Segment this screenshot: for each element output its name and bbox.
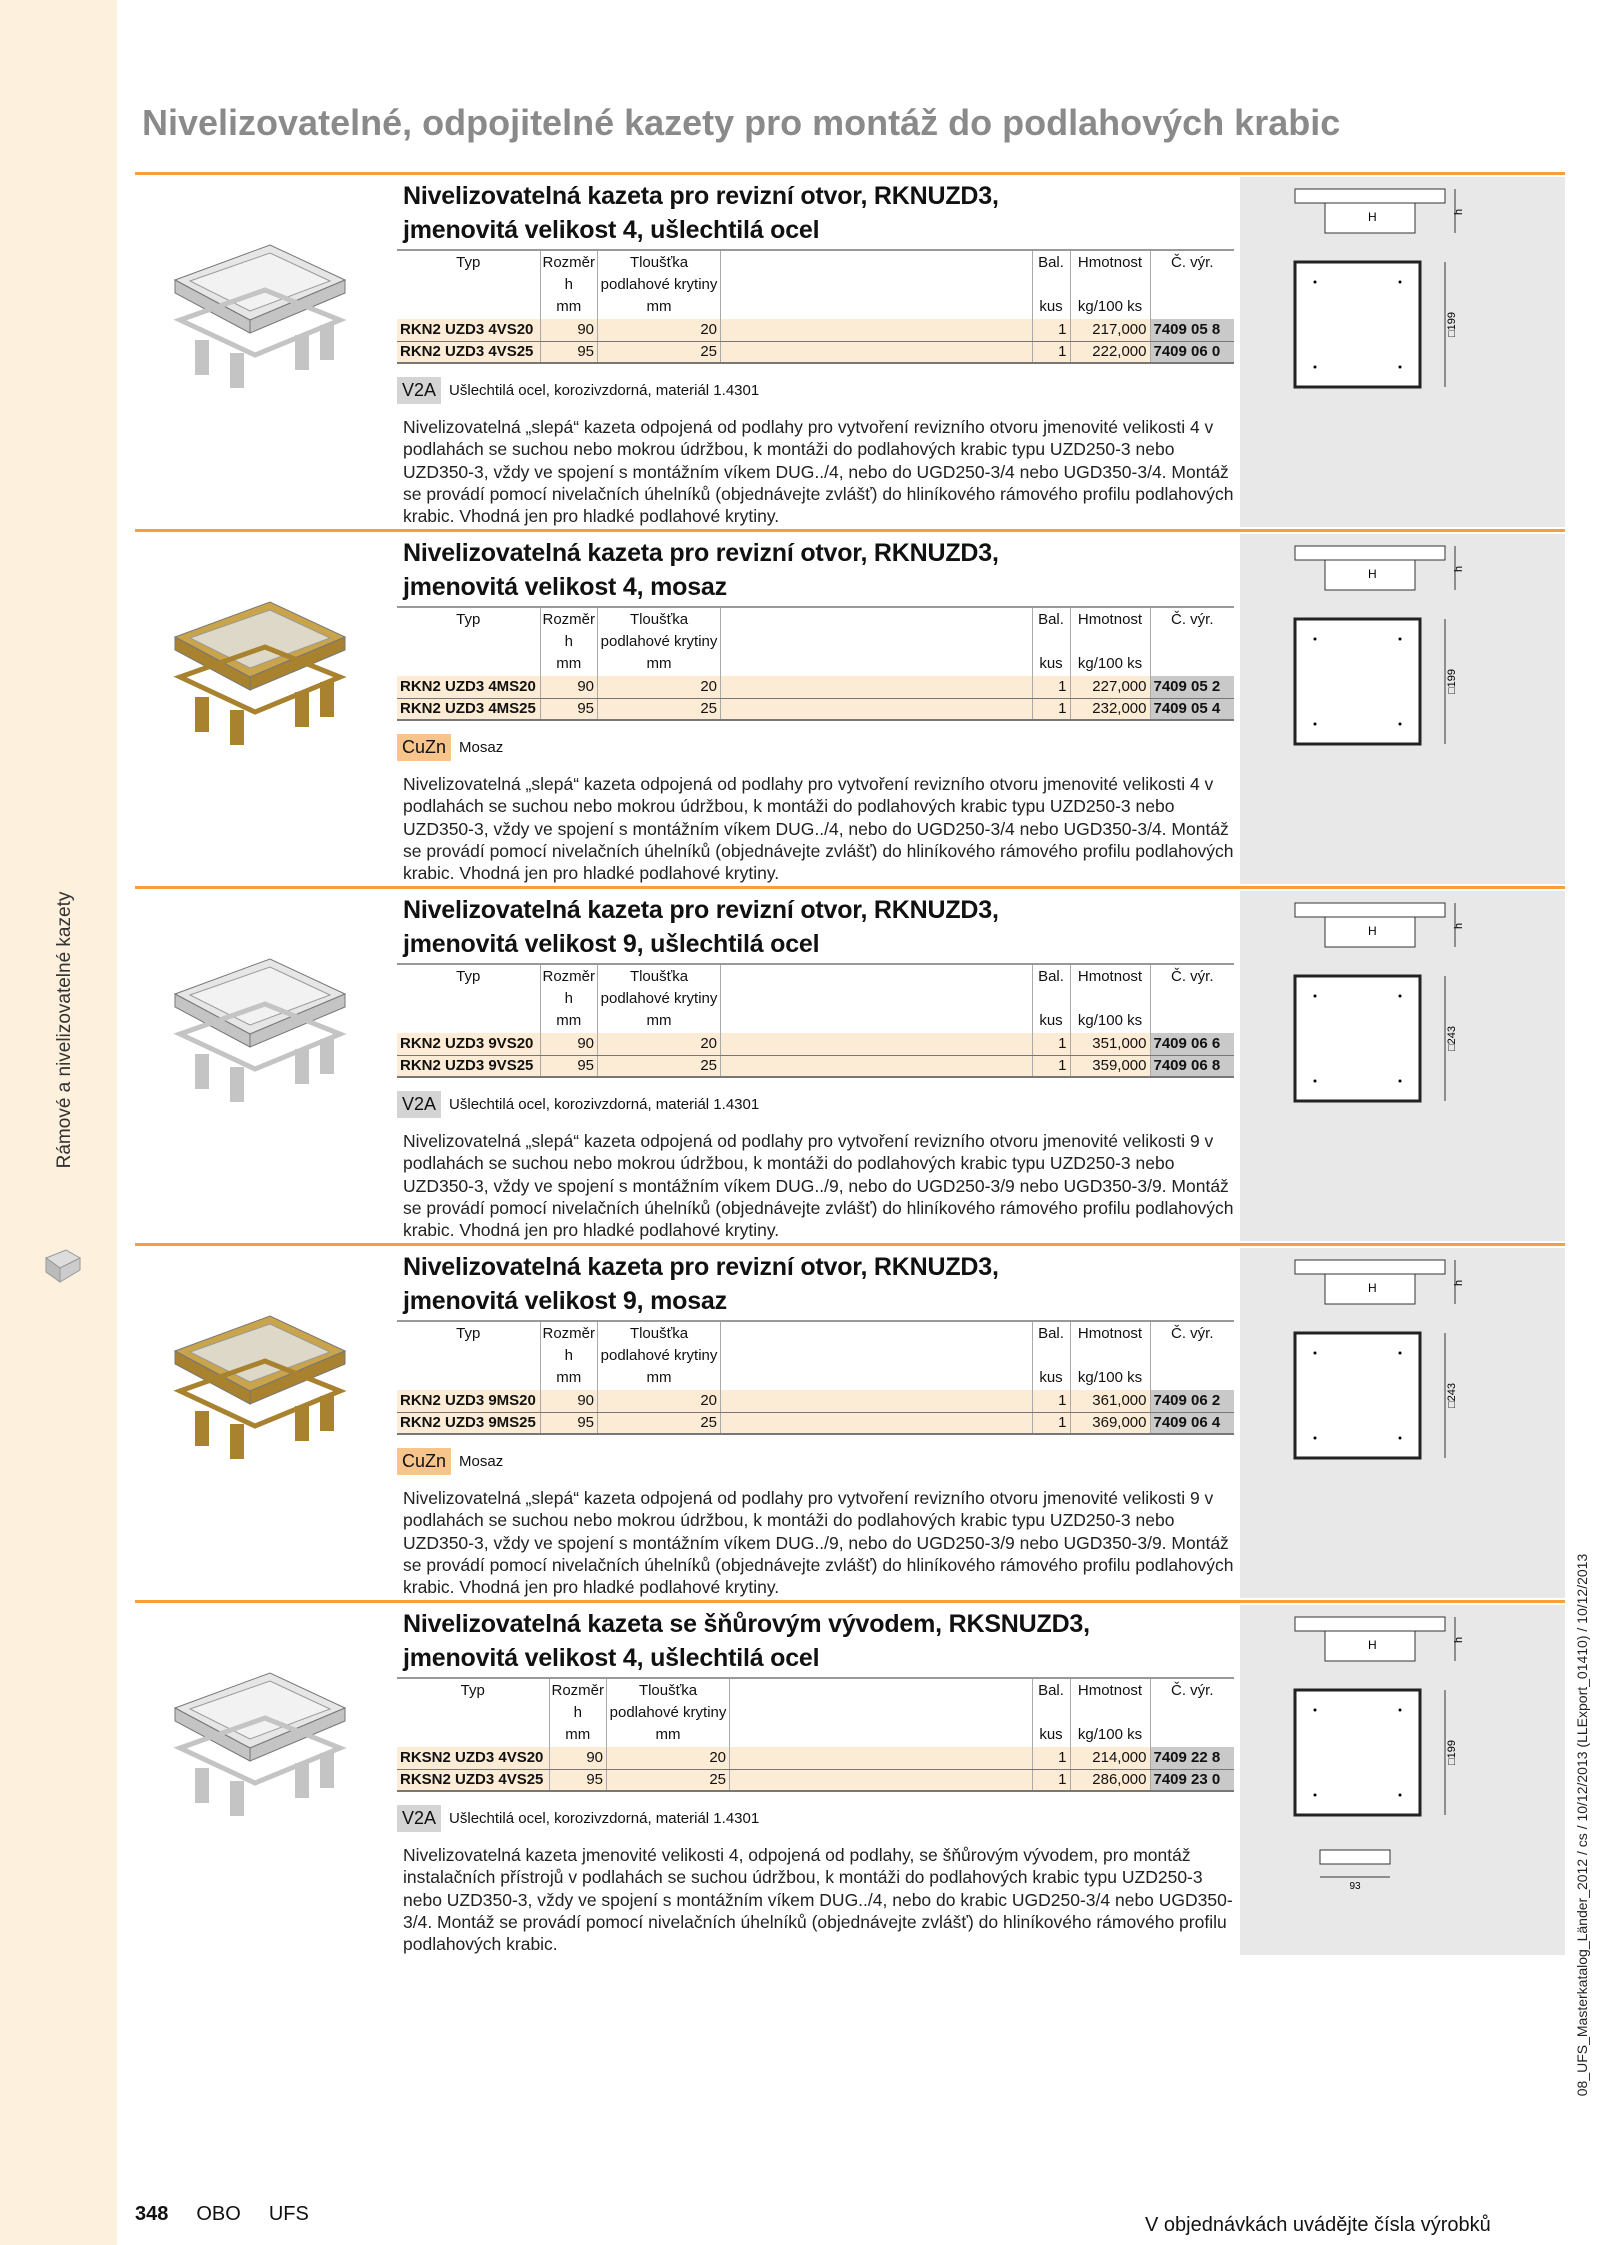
material-line: [397, 1805, 1234, 1832]
product-title: [397, 532, 1234, 604]
svg-text:H: H: [1368, 1281, 1377, 1295]
cell-height: 95: [540, 1412, 598, 1434]
product-title-line2: jmenovitá velikost 4, mosaz: [403, 573, 727, 601]
size-dim-label: □243: [1446, 1026, 1458, 1051]
h-dim-label: h: [1453, 922, 1465, 929]
cell-height: 90: [540, 676, 598, 698]
table-row: [397, 1390, 1234, 1412]
table-header: [397, 964, 1234, 1033]
header-weight: Hmotnost kg/100 ks: [1070, 1678, 1150, 1747]
cell-height: 90: [540, 1390, 598, 1412]
cell-thickness: 20: [607, 1747, 730, 1769]
product-image: [155, 939, 355, 1109]
table-header: [397, 607, 1234, 676]
table-header: [397, 1321, 1234, 1390]
header-blank: [721, 964, 1032, 1033]
outlet-dim-label: 93: [1349, 1881, 1361, 1892]
header-type: Typ: [456, 968, 481, 985]
product-content: [397, 1603, 1234, 1955]
table-row: [397, 698, 1234, 720]
header-type: Typ: [460, 1682, 485, 1699]
cell-type: RKN2 UZD3 4MS25: [397, 698, 540, 720]
cell-height: 90: [540, 1033, 598, 1055]
product-content: [397, 1246, 1234, 1598]
product-content: [397, 889, 1234, 1241]
h-dim-label: h: [1453, 1279, 1465, 1286]
header-pack: Bal. kus: [1032, 1678, 1070, 1747]
h-dim-label: h: [1453, 208, 1465, 215]
cell-height: 95: [540, 1055, 598, 1077]
product-title: [397, 175, 1234, 247]
material-line: [397, 1091, 1234, 1118]
cell-type: RKN2 UZD3 9VS25: [397, 1055, 540, 1077]
material-text: Ušlechtilá ocel, korozivzdorná, materiál 1.4301: [449, 1810, 760, 1827]
product-section: [135, 529, 1565, 886]
product-description: Nivelizovatelná „slepá“ kazeta odpojená od podlahy pro vytvoření revizního otvoru jmenovité velikosti 4 v podlahách se suchou nebo mokrou údržbou, k montáži do podlahových krabic typu UZD250-3 nebo UZD350-3, vždy ve spojení s montážním víkem DUG../4, nebo do UGD250-3/4 nebo UGD350-3/4. Montáž se provádí pomocí nivelačních úhelníků (objednávejte zvlášť) do hliníkového rámového profilu podlahových krabic. Vhodná jen pro hladké podlahové krytiny.: [403, 417, 1234, 527]
material-line: [397, 1448, 1234, 1475]
cell-thickness: 20: [598, 676, 721, 698]
product-description: Nivelizovatelná „slepá“ kazeta odpojená od podlahy pro vytvoření revizního otvoru jmenovité velikosti 4 v podlahách se suchou nebo mokrou údržbou, k montáži do podlahových krabic typu UZD250-3 nebo UZD350-3, vždy ve spojení s montážním víkem DUG../4, nebo do UGD250-3/4 nebo UGD350-3/4. Montáž se provádí pomocí nivelačních úhelníků (objednávejte zvlášť) do hliníkového rámového profilu podlahových krabic. Vhodná jen pro hladké podlahové krytiny.: [403, 774, 1234, 884]
header-article-number: Č. výr.: [1150, 250, 1234, 319]
header-blank: [730, 1678, 1032, 1747]
cell-weight: 214,000: [1070, 1747, 1150, 1769]
header-thickness: Tloušťka podlahové krytiny mm: [598, 607, 721, 676]
product-table: [397, 963, 1234, 1078]
cell-weight: 222,000: [1070, 341, 1150, 363]
material-badge: CuZn: [397, 734, 451, 761]
cell-blank: [730, 1747, 1032, 1769]
product-title-line1: Nivelizovatelná kazeta pro revizní otvor, RKNUZD3,: [403, 182, 999, 210]
header-blank: [721, 607, 1032, 676]
technical-drawing: [1240, 891, 1565, 1241]
header-thickness: Tloušťka podlahové krytiny mm: [598, 964, 721, 1033]
cell-pack: 1: [1032, 1390, 1070, 1412]
cell-thickness: 25: [598, 1412, 721, 1434]
cell-thickness: 20: [598, 1033, 721, 1055]
cell-thickness: 25: [598, 1055, 721, 1077]
material-badge: V2A: [397, 1805, 441, 1832]
cell-height: 95: [549, 1769, 607, 1791]
cell-thickness: 20: [598, 1390, 721, 1412]
cell-blank: [721, 341, 1032, 363]
size-dim-label: □199: [1446, 312, 1458, 337]
cell-weight: 361,000: [1070, 1390, 1150, 1412]
cell-type: RKN2 UZD3 4MS20: [397, 676, 540, 698]
cell-weight: 286,000: [1070, 1769, 1150, 1791]
size-dim-label: □199: [1446, 669, 1458, 694]
svg-text:H: H: [1368, 210, 1377, 224]
product-title-line1: Nivelizovatelná kazeta pro revizní otvor, RKNUZD3,: [403, 539, 999, 567]
cell-pack: 1: [1032, 1033, 1070, 1055]
header-size: Rozměr h mm: [540, 607, 598, 676]
cell-pack: 1: [1032, 1055, 1070, 1077]
header-article-number: Č. výr.: [1150, 1678, 1234, 1747]
header-article-number: Č. výr.: [1150, 964, 1234, 1033]
order-note: V objednávkách uvádějte čísla výrobků: [1145, 2214, 1491, 2236]
cell-blank: [721, 676, 1032, 698]
cell-pack: 1: [1032, 698, 1070, 720]
header-thickness: Tloušťka podlahové krytiny mm: [607, 1678, 730, 1747]
header-weight: Hmotnost kg/100 ks: [1070, 964, 1150, 1033]
product-title-line2: jmenovitá velikost 4, ušlechtilá ocel: [403, 1644, 820, 1672]
table-row: [397, 1055, 1234, 1077]
header-weight: Hmotnost kg/100 ks: [1070, 1321, 1150, 1390]
cell-article-number: 7409 06 8: [1150, 1055, 1234, 1077]
product-title-line1: Nivelizovatelná kazeta pro revizní otvor, RKNUZD3,: [403, 896, 999, 924]
cell-blank: [721, 1055, 1032, 1077]
table-row: [397, 1412, 1234, 1434]
header-weight: Hmotnost kg/100 ks: [1070, 250, 1150, 319]
material-line: [397, 734, 1234, 761]
cell-blank: [721, 319, 1032, 341]
product-section: [135, 172, 1565, 529]
product-description: Nivelizovatelná „slepá“ kazeta odpojená od podlahy pro vytvoření revizního otvoru jmenovité velikosti 9 v podlahách se suchou nebo mokrou údržbou, k montáži do podlahových krabic typu UZD250-3 nebo UZD350-3, vždy ve spojení s montážním víkem DUG../9, nebo do UGD250-3/9 nebo UGD350-3/9. Montáž se provádí pomocí nivelačních úhelníků (objednávejte zvlášť) do hliníkového rámového profilu podlahových krabic. Vhodná jen pro hladké podlahové krytiny.: [403, 1131, 1234, 1241]
header-size: Rozměr h mm: [549, 1678, 607, 1747]
cell-thickness: 25: [598, 341, 721, 363]
cell-weight: 369,000: [1070, 1412, 1150, 1434]
product-content: [397, 532, 1234, 884]
h-dim-label: h: [1453, 1636, 1465, 1643]
cell-article-number: 7409 05 2: [1150, 676, 1234, 698]
product-section: [135, 1243, 1565, 1600]
cell-article-number: 7409 06 2: [1150, 1390, 1234, 1412]
header-article-number: Č. výr.: [1150, 1321, 1234, 1390]
header-type: Typ: [456, 1325, 481, 1342]
header-size: Rozměr h mm: [540, 964, 598, 1033]
product-title-line2: jmenovitá velikost 4, ušlechtilá ocel: [403, 216, 820, 244]
product-image: [155, 582, 355, 752]
h-dim-label: h: [1453, 565, 1465, 572]
page-number: 348: [135, 2203, 169, 2225]
cell-blank: [721, 1390, 1032, 1412]
header-pack: Bal. kus: [1032, 964, 1070, 1033]
header-article-number: Č. výr.: [1150, 607, 1234, 676]
cell-type: RKN2 UZD3 9MS25: [397, 1412, 540, 1434]
cell-type: RKN2 UZD3 9VS20: [397, 1033, 540, 1055]
table-header: [397, 250, 1234, 319]
product-title: [397, 889, 1234, 961]
svg-text:H: H: [1368, 1638, 1377, 1652]
product-content: [397, 175, 1234, 527]
product-category-icon: [38, 1240, 88, 1290]
table-row: [397, 1747, 1234, 1769]
cell-type: RKSN2 UZD3 4VS25: [397, 1769, 549, 1791]
footer-left: [135, 2203, 309, 2226]
cell-height: 90: [540, 319, 598, 341]
header-blank: [721, 250, 1032, 319]
product-image: [155, 1296, 355, 1466]
cell-article-number: 7409 05 4: [1150, 698, 1234, 720]
material-badge: CuZn: [397, 1448, 451, 1475]
product-title-line1: Nivelizovatelná kazeta se šňůrovým vývodem, RKSNUZD3,: [403, 1610, 1090, 1638]
material-text: Mosaz: [459, 739, 504, 756]
cell-article-number: 7409 06 0: [1150, 341, 1234, 363]
header-pack: Bal. kus: [1032, 607, 1070, 676]
svg-text:H: H: [1368, 924, 1377, 938]
cell-pack: 1: [1032, 676, 1070, 698]
cell-thickness: 25: [598, 698, 721, 720]
cell-pack: 1: [1032, 1747, 1070, 1769]
cell-pack: 1: [1032, 1412, 1070, 1434]
header-blank: [721, 1321, 1032, 1390]
cell-thickness: 20: [598, 319, 721, 341]
source-note: 08_UFS_Masterkatalog_Länder_2012 / cs / 10/12/2013 (LLExport_01410) / 10/12/2013: [1574, 1553, 1590, 2097]
header-thickness: Tloušťka podlahové krytiny mm: [598, 1321, 721, 1390]
cell-pack: 1: [1032, 341, 1070, 363]
header-pack: Bal. kus: [1032, 1321, 1070, 1390]
cell-article-number: 7409 23 0: [1150, 1769, 1234, 1791]
cell-pack: 1: [1032, 319, 1070, 341]
material-line: [397, 377, 1234, 404]
cell-height: 95: [540, 341, 598, 363]
product-table: [397, 1320, 1234, 1435]
product-title-line2: jmenovitá velikost 9, mosaz: [403, 1287, 727, 1315]
cell-blank: [730, 1769, 1032, 1791]
product-image: [155, 1653, 355, 1823]
catalog-section: UFS: [268, 2203, 309, 2225]
cell-blank: [721, 698, 1032, 720]
sidebar: [0, 0, 117, 2245]
technical-drawing: [1240, 534, 1565, 884]
cell-type: RKSN2 UZD3 4VS20: [397, 1747, 549, 1769]
material-badge: V2A: [397, 377, 441, 404]
material-text: Ušlechtilá ocel, korozivzdorná, materiál 1.4301: [449, 382, 760, 399]
product-description: Nivelizovatelná kazeta jmenovité velikosti 4, odpojená od podlahy, se šňůrovým vývodem, pro montáž instalačních přístrojů v podlahách se suchou údržbou, k montáži do podlahových krabic typu UZD250-3 nebo UZD350-3, vždy ve spojení s montážním víkem DUG../4, nebo do krabic UGD250-3/4 nebo UGD350-3/4. Montáž se provádí pomocí nivelačních úhelníků (objednávejte zvlášť) do hliníkového rámového profilu podlahových krabic.: [403, 1845, 1233, 1955]
header-weight: Hmotnost kg/100 ks: [1070, 607, 1150, 676]
header-type: Typ: [456, 611, 481, 628]
cell-type: RKN2 UZD3 4VS20: [397, 319, 540, 341]
table-header: [397, 1678, 1234, 1747]
table-row: [397, 1033, 1234, 1055]
cell-blank: [721, 1033, 1032, 1055]
cell-height: 90: [549, 1747, 607, 1769]
product-title: [397, 1603, 1234, 1675]
header-size: Rozměr h mm: [540, 1321, 598, 1390]
cell-weight: 351,000: [1070, 1033, 1150, 1055]
cell-article-number: 7409 06 6: [1150, 1033, 1234, 1055]
cell-article-number: 7409 06 4: [1150, 1412, 1234, 1434]
header-pack: Bal. kus: [1032, 250, 1070, 319]
product-section: [135, 1600, 1565, 1957]
header-type: Typ: [456, 254, 481, 271]
cell-article-number: 7409 05 8: [1150, 319, 1234, 341]
table-row: [397, 319, 1234, 341]
sidebar-label: Rámové a nivelizovatelné kazety: [54, 891, 75, 1169]
table-row: [397, 676, 1234, 698]
product-description: Nivelizovatelná „slepá“ kazeta odpojená od podlahy pro vytvoření revizního otvoru jmenovité velikosti 9 v podlahách se suchou nebo mokrou údržbou, k montáži do podlahových krabic typu UZD250-3 nebo UZD350-3, vždy ve spojení s montážním víkem DUG../9, nebo do UGD250-3/9 nebo UGD350-3/9. Montáž se provádí pomocí nivelačních úhelníků (objednávejte zvlášť) do hliníkového rámového profilu podlahových krabic. Vhodná jen pro hladké podlahové krytiny.: [403, 1488, 1234, 1598]
table-row: [397, 1769, 1234, 1791]
size-dim-label: □243: [1446, 1383, 1458, 1408]
product-table: [397, 249, 1234, 364]
brand: OBO: [196, 2203, 241, 2225]
technical-drawing: [1240, 1605, 1565, 1955]
page-title: Nivelizovatelné, odpojitelné kazety pro montáž do podlahových krabic: [142, 102, 1341, 143]
cell-weight: 217,000: [1070, 319, 1150, 341]
product-table: [397, 1677, 1234, 1792]
cell-type: RKN2 UZD3 4VS25: [397, 341, 540, 363]
technical-drawing: [1240, 1248, 1565, 1598]
product-title-line1: Nivelizovatelná kazeta pro revizní otvor, RKNUZD3,: [403, 1253, 999, 1281]
size-dim-label: □199: [1446, 1740, 1458, 1765]
header-thickness: Tloušťka podlahové krytiny mm: [598, 250, 721, 319]
cell-weight: 359,000: [1070, 1055, 1150, 1077]
cell-article-number: 7409 22 8: [1150, 1747, 1234, 1769]
technical-drawing: [1240, 177, 1565, 527]
cell-weight: 227,000: [1070, 676, 1150, 698]
product-table: [397, 606, 1234, 721]
cell-height: 95: [540, 698, 598, 720]
cell-thickness: 25: [607, 1769, 730, 1791]
material-text: Mosaz: [459, 1453, 504, 1470]
svg-text:H: H: [1368, 567, 1377, 581]
cell-blank: [721, 1412, 1032, 1434]
table-row: [397, 341, 1234, 363]
material-text: Ušlechtilá ocel, korozivzdorná, materiál 1.4301: [449, 1096, 760, 1113]
cell-weight: 232,000: [1070, 698, 1150, 720]
product-section: [135, 886, 1565, 1243]
product-title-line2: jmenovitá velikost 9, ušlechtilá ocel: [403, 930, 820, 958]
cell-type: RKN2 UZD3 9MS20: [397, 1390, 540, 1412]
product-title: [397, 1246, 1234, 1318]
product-image: [155, 225, 355, 395]
cell-pack: 1: [1032, 1769, 1070, 1791]
material-badge: V2A: [397, 1091, 441, 1118]
header-size: Rozměr h mm: [540, 250, 598, 319]
